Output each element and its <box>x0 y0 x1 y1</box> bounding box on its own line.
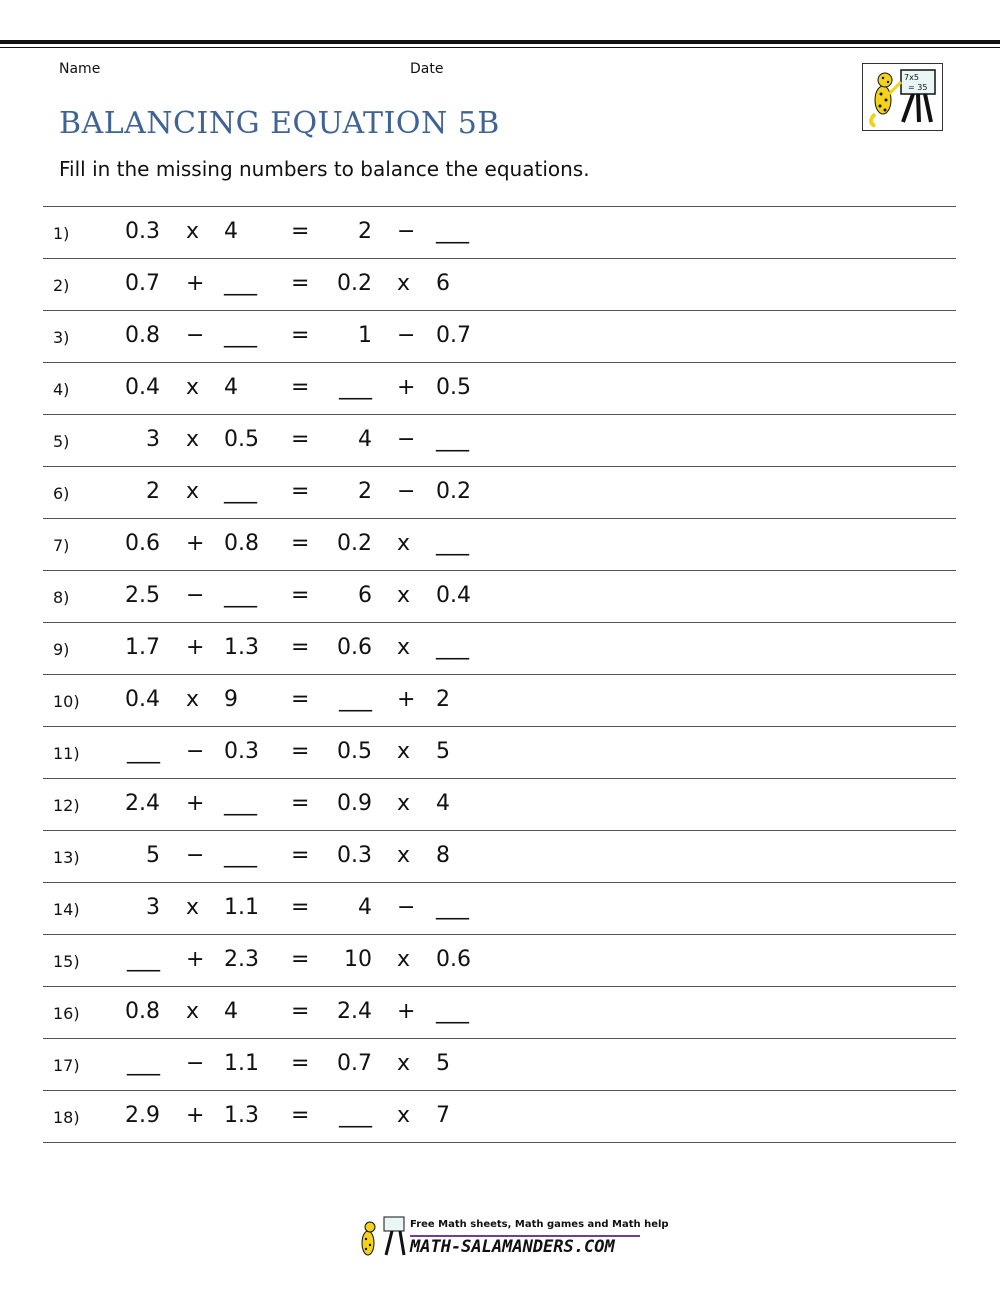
salamander-footer-icon <box>354 1215 406 1263</box>
operand-c: 6 <box>358 583 372 608</box>
operand-c: 2 <box>358 219 372 244</box>
operand-c: 0.3 <box>337 843 372 868</box>
operator-1: x <box>186 895 200 920</box>
operator-2: x <box>397 583 411 608</box>
operand-b: 4 <box>224 999 238 1024</box>
equals-sign: = <box>291 843 310 868</box>
operand-b[interactable]: ___ <box>224 583 257 608</box>
equals-sign: = <box>291 271 310 296</box>
operator-1: + <box>186 531 205 556</box>
operand-c: 0.5 <box>337 739 372 764</box>
operator-2: x <box>397 791 411 816</box>
operator-2: + <box>397 687 416 712</box>
operand-c: 2.4 <box>337 999 372 1024</box>
operator-1: − <box>186 1051 205 1076</box>
operator-2: x <box>397 739 411 764</box>
operand-a: 0.4 <box>125 375 160 400</box>
worksheet-title: BALANCING EQUATION 5B <box>59 106 500 141</box>
equation-row <box>43 986 956 1038</box>
equals-sign: = <box>291 791 310 816</box>
footer-tagline: Free Math sheets, Math games and Math help <box>410 1219 669 1230</box>
operand-d[interactable]: ___ <box>436 427 469 452</box>
operand-c: 4 <box>358 427 372 452</box>
question-number: 2) <box>53 276 70 295</box>
operand-c: 0.6 <box>337 635 372 660</box>
operand-d: 6 <box>436 271 450 296</box>
operand-a[interactable]: ___ <box>127 739 160 764</box>
equation-row <box>43 258 956 310</box>
operand-d: 4 <box>436 791 450 816</box>
operand-d: 5 <box>436 739 450 764</box>
logo-board-text: 7x5 <box>904 73 919 82</box>
operand-b: 1.1 <box>224 1051 259 1076</box>
operand-d[interactable]: ___ <box>436 895 469 920</box>
operator-2: + <box>397 375 416 400</box>
operator-1: x <box>186 219 200 244</box>
question-number: 9) <box>53 640 70 659</box>
question-number: 10) <box>53 692 80 711</box>
question-number: 8) <box>53 588 70 607</box>
operand-b: 0.8 <box>224 531 259 556</box>
equals-sign: = <box>291 947 310 972</box>
question-number: 17) <box>53 1056 80 1075</box>
operand-d: 0.2 <box>436 479 471 504</box>
operator-2: x <box>397 843 411 868</box>
operand-a: 2.5 <box>125 583 160 608</box>
equals-sign: = <box>291 323 310 348</box>
operand-b: 0.3 <box>224 739 259 764</box>
logo <box>862 63 943 131</box>
operator-2: − <box>397 219 416 244</box>
operand-a: 5 <box>146 843 160 868</box>
operator-2: x <box>397 1051 411 1076</box>
equals-sign: = <box>291 1051 310 1076</box>
question-number: 13) <box>53 848 80 867</box>
operand-b: 0.5 <box>224 427 259 452</box>
operand-c[interactable]: ___ <box>339 1103 372 1128</box>
operand-b: 4 <box>224 375 238 400</box>
equation-row <box>43 362 956 414</box>
operand-b: 1.3 <box>224 1103 259 1128</box>
operand-a: 0.7 <box>125 271 160 296</box>
equation-row <box>43 518 956 570</box>
svg-text:= 35: = 35 <box>908 83 928 92</box>
instructions: Fill in the missing numbers to balance the equations. <box>59 157 590 181</box>
equals-sign: = <box>291 999 310 1024</box>
operand-a: 0.4 <box>125 687 160 712</box>
operand-d[interactable]: ___ <box>436 999 469 1024</box>
equals-sign: = <box>291 635 310 660</box>
operand-c: 0.7 <box>337 1051 372 1076</box>
operator-2: − <box>397 895 416 920</box>
name-label: Name <box>59 61 101 77</box>
equation-row <box>43 674 956 726</box>
footer-brand: MATH-SALAMANDERS.COM <box>410 1237 615 1257</box>
operand-b: 1.1 <box>224 895 259 920</box>
operator-2: x <box>397 947 411 972</box>
operand-b[interactable]: ___ <box>224 323 257 348</box>
operator-1: − <box>186 323 205 348</box>
equation-row <box>43 570 956 622</box>
operand-a: 1.7 <box>125 635 160 660</box>
operand-b: 4 <box>224 219 238 244</box>
operand-d: 5 <box>436 1051 450 1076</box>
operand-b: 9 <box>224 687 238 712</box>
operand-c: 0.2 <box>337 271 372 296</box>
equation-list <box>43 206 956 1143</box>
operand-d[interactable]: ___ <box>436 531 469 556</box>
operator-1: + <box>186 635 205 660</box>
operator-2: x <box>397 271 411 296</box>
operand-a[interactable]: ___ <box>127 947 160 972</box>
operator-1: + <box>186 1103 205 1128</box>
operand-c: 4 <box>358 895 372 920</box>
equals-sign: = <box>291 687 310 712</box>
operand-a[interactable]: ___ <box>127 1051 160 1076</box>
equation-row <box>43 414 956 466</box>
question-number: 14) <box>53 900 80 919</box>
operator-2: x <box>397 635 411 660</box>
operand-d: 2 <box>436 687 450 712</box>
equation-row <box>43 830 956 882</box>
operator-2: x <box>397 531 411 556</box>
operand-b[interactable]: ___ <box>224 479 257 504</box>
operand-d: 8 <box>436 843 450 868</box>
operand-a: 2.9 <box>125 1103 160 1128</box>
operand-a: 0.6 <box>125 531 160 556</box>
equals-sign: = <box>291 531 310 556</box>
question-number: 7) <box>53 536 70 555</box>
salamander-teacher-icon <box>863 64 942 130</box>
operand-d: 7 <box>436 1103 450 1128</box>
operand-d: 0.4 <box>436 583 471 608</box>
equals-sign: = <box>291 219 310 244</box>
equals-sign: = <box>291 375 310 400</box>
operand-c: 0.9 <box>337 791 372 816</box>
operator-1: − <box>186 583 205 608</box>
question-number: 16) <box>53 1004 80 1023</box>
operand-a: 0.8 <box>125 999 160 1024</box>
operand-d[interactable]: ___ <box>436 635 469 660</box>
operand-c: 0.2 <box>337 531 372 556</box>
operator-2: x <box>397 1103 411 1128</box>
operator-1: − <box>186 843 205 868</box>
operator-1: x <box>186 687 200 712</box>
question-number: 5) <box>53 432 70 451</box>
operator-2: + <box>397 999 416 1024</box>
operand-a: 0.3 <box>125 219 160 244</box>
question-number: 12) <box>53 796 80 815</box>
operand-d: 0.6 <box>436 947 471 972</box>
equals-sign: = <box>291 479 310 504</box>
operand-b[interactable]: ___ <box>224 271 257 296</box>
question-number: 4) <box>53 380 70 399</box>
question-number: 18) <box>53 1108 80 1127</box>
operand-d[interactable]: ___ <box>436 219 469 244</box>
operand-b[interactable]: ___ <box>224 791 257 816</box>
equation-row <box>43 1090 956 1143</box>
operand-d: 0.7 <box>436 323 471 348</box>
operator-1: x <box>186 999 200 1024</box>
operand-c: 2 <box>358 479 372 504</box>
operand-a: 2.4 <box>125 791 160 816</box>
operator-1: − <box>186 739 205 764</box>
equals-sign: = <box>291 739 310 764</box>
operand-b: 1.3 <box>224 635 259 660</box>
operator-2: − <box>397 479 416 504</box>
equals-sign: = <box>291 427 310 452</box>
header-rule-thin <box>0 47 1000 48</box>
operator-2: − <box>397 323 416 348</box>
equation-row <box>43 882 956 934</box>
operand-c: 1 <box>358 323 372 348</box>
footer-logo <box>354 1215 669 1265</box>
operator-2: − <box>397 427 416 452</box>
operand-a: 3 <box>146 427 160 452</box>
question-number: 1) <box>53 224 70 243</box>
equation-row <box>43 934 956 986</box>
operand-a: 0.8 <box>125 323 160 348</box>
equals-sign: = <box>291 1103 310 1128</box>
equation-row <box>43 726 956 778</box>
question-number: 6) <box>53 484 70 503</box>
operand-a: 3 <box>146 895 160 920</box>
operand-d: 0.5 <box>436 375 471 400</box>
operand-a: 2 <box>146 479 160 504</box>
date-label: Date <box>410 61 444 77</box>
operator-1: x <box>186 479 200 504</box>
header-rule-thick <box>0 40 1000 44</box>
question-number: 3) <box>53 328 70 347</box>
operator-1: x <box>186 375 200 400</box>
equation-row <box>43 1038 956 1090</box>
operand-c: 10 <box>344 947 372 972</box>
equation-row <box>43 206 956 258</box>
operator-1: + <box>186 271 205 296</box>
equation-row <box>43 622 956 674</box>
question-number: 11) <box>53 744 80 763</box>
equation-row <box>43 778 956 830</box>
operator-1: + <box>186 947 205 972</box>
operand-b: 2.3 <box>224 947 259 972</box>
operator-1: x <box>186 427 200 452</box>
operator-1: + <box>186 791 205 816</box>
operand-c[interactable]: ___ <box>339 687 372 712</box>
operand-c[interactable]: ___ <box>339 375 372 400</box>
equation-row <box>43 310 956 362</box>
operand-b[interactable]: ___ <box>224 843 257 868</box>
equation-row <box>43 466 956 518</box>
equals-sign: = <box>291 583 310 608</box>
question-number: 15) <box>53 952 80 971</box>
equals-sign: = <box>291 895 310 920</box>
